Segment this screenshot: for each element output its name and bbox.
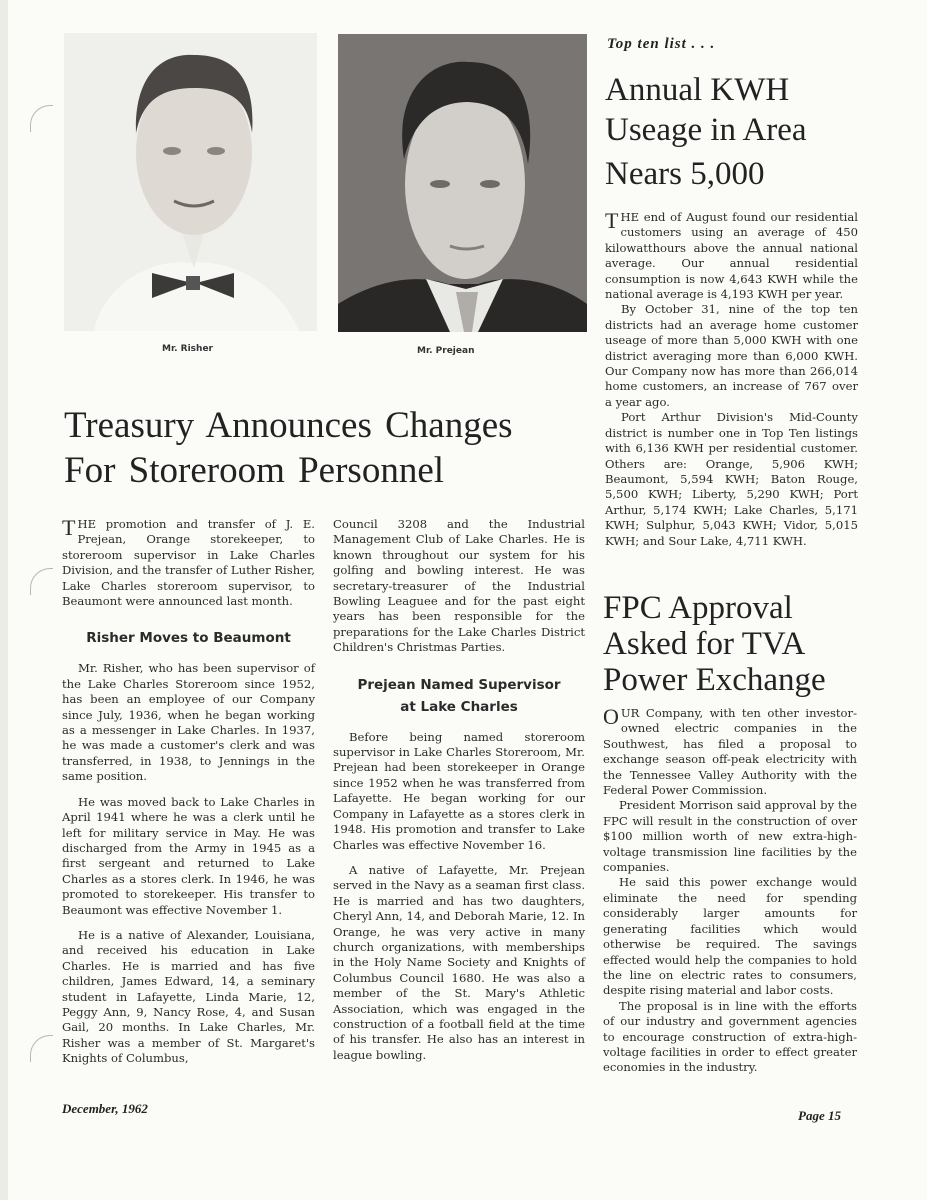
kwh-article-body xyxy=(605,210,858,549)
page-binding-edge xyxy=(0,0,8,1200)
photo-risher xyxy=(64,33,317,331)
fpc-paragraph-3: He said this power exchange would eliminate the need for spending considerably larger amounts for generating facilities which would otherwise be required. The savings effected would help the companies to hold the line on electric rates to consumers, despite rising material and labor costs. xyxy=(603,875,857,998)
fpc-headline-line2: Asked for TVA xyxy=(603,626,806,662)
main-headline-line2: For Storeroom Personnel xyxy=(64,450,445,491)
fpc-paragraph-2: President Morrison said approval by the FPC will result in the construction of over $100 million worth of new extra-high-voltage transmission line facilities by the companies. xyxy=(603,798,857,875)
kwh-paragraph-2: By October 31, nine of the top ten districts had an average home customer useage of more than 5,000 KWH with one district averaging more than 6,000 KWH. Our Company now has more than 266,014 home customers, an increase of 767 over a year ago. xyxy=(605,302,858,409)
fpc-headline-line1: FPC Approval xyxy=(603,590,793,626)
subhead-prejean xyxy=(333,674,585,718)
kwh-kicker: Top ten list . . . xyxy=(607,36,716,52)
caption-risher: Mr. Risher xyxy=(162,344,213,354)
kwh-paragraph-1: THE end of August found our residential customers using an average of 450 kilowatthours above the annual national average. Our annual residential consumption is now 4,643 KWH while the national average is 4,193 KWH per year. xyxy=(605,208,858,302)
subhead-prejean-line1: Prejean Named Supervisor xyxy=(357,676,561,693)
risher-paragraph-3-continued: Council 3208 and the Industrial Management Club of Lake Charles. He is known throughout our system for his golfing and bowling interest. He was secretary-treasurer of the Industrial Bowling Leaguee and for the past eight years has been responsible for the preparations for the Lake Charles District Children's Christmas Parties. xyxy=(333,517,585,655)
fpc-headline-line3: Power Exchange xyxy=(603,662,826,698)
kwh-headline-line3: Nears 5,000 xyxy=(605,156,765,192)
photo-prejean xyxy=(338,34,587,332)
kwh-headline xyxy=(605,70,807,194)
footer-date: December, 1962 xyxy=(62,1101,148,1116)
main-article-intro: THE promotion and transfer of J. E. Prejean, Orange storekeeper, to storeroom supervisor in Lake Charles Division, and the transfer of Luther Risher, Lake Charles storeroom supervisor, to Beaumont were announced last month. xyxy=(62,515,315,609)
main-article-column-middle xyxy=(333,517,585,1063)
prejean-paragraph-1: Before being named storeroom supervisor in Lake Charles Storeroom, Mr. Prejean had been storekeeper in Orange since 1952 when he was transferred from Lafayette. He began working for our Company in Lafayette as a stores clerk in 1948. His promotion and transfer to Lake Charles was effective November 16. xyxy=(333,729,585,852)
portrait-prejean-image xyxy=(338,34,587,332)
main-article-column-left xyxy=(62,517,315,1067)
fpc-paragraph-4: The proposal is in line with the efforts of our industry and government agencies to encourage construction of extra-high-voltage facilities in order to effect greater economies in the industry. xyxy=(603,998,857,1075)
risher-paragraph-2: He was moved back to Lake Charles in April 1941 where he was a clerk until he left for military service in May. He was discharged from the Army in 1945 as a first sergeant and returned to Lake Charles as a stores clerk. In 1946, he was promoted to storekeeper. His transfer to Beaumont was effective November 1. xyxy=(62,794,315,917)
punch-hole-top xyxy=(30,105,53,132)
caption-prejean: Mr. Prejean xyxy=(417,346,475,356)
fpc-headline xyxy=(603,590,826,698)
prejean-paragraph-2: A native of Lafayette, Mr. Prejean served in the Navy as a seaman first class. He is married and has two daughters, Cheryl Ann, 14, and Deborah Marie, 12. In Orange, he was very active in many church organizations, with memberships in the Holy Name Society and Knights of Columbus Council 1680. He was also a member of the St. Mary's Athletic Association, which was engaged in the construction of a football field at the time of his transfer. He also has an interest in league bowling. xyxy=(333,862,585,1062)
subhead-risher: Risher Moves to Beaumont xyxy=(86,630,291,647)
risher-paragraph-1: Mr. Risher, who has been supervisor of the Lake Charles Storeroom since 1952, has been an employee of our Company since July, 1936, when he began working as a messenger in Lake Charles. In 1937, he was made a customer's clerk and was transferred, in 1938, to Jennings in the same position. xyxy=(62,661,315,784)
footer-page-number: Page 15 xyxy=(798,1108,841,1123)
risher-paragraph-3: He is a native of Alexander, Louisiana, and received his education in Lake Charles. He is married and has five children, James Edward, 14, a seminary student in Lafayette, Linda Marie, 12, Peggy Ann, 9, Nancy Rose, 4, and Susan Gail, 20 months. In Lake Charles, Mr. Risher was a member of St. Margaret's Knights of Columbus, xyxy=(62,927,315,1066)
punch-hole-middle xyxy=(30,568,53,595)
subhead-prejean-line2: at Lake Charles xyxy=(400,698,518,715)
main-headline-line1: Treasury Announces Changes xyxy=(64,405,513,446)
fpc-paragraph-1: OUR Company, with ten other investor-owned electric companies in the Southwest, has filed a proposal to exchange season off-peak electricity with the Tennessee Valley Authority with the Federal Power Commission. xyxy=(603,704,857,798)
kwh-headline-line2: Useage in Area xyxy=(605,112,807,148)
fpc-article-body xyxy=(603,706,857,1076)
portrait-risher-image xyxy=(64,33,317,331)
kwh-headline-line1: Annual KWH xyxy=(605,72,790,108)
kwh-paragraph-3: Port Arthur Division's Mid-County district is number one in Top Ten listings with 6,136 KWH per residential customer. Others are: Orange, 5,906 KWH; Beaumont, 5,594 KWH; Baton Rouge, 5,500 KWH; Liberty, 5,290 KWH; Port Arthur, 5,174 KWH; Lake Charles, 5,171 KWH; Sulphur, 5,043 KWH; Vidor, 5,015 KWH; and Sour Lake, 4,711 KWH. xyxy=(605,410,858,548)
punch-hole-bottom xyxy=(30,1035,53,1062)
